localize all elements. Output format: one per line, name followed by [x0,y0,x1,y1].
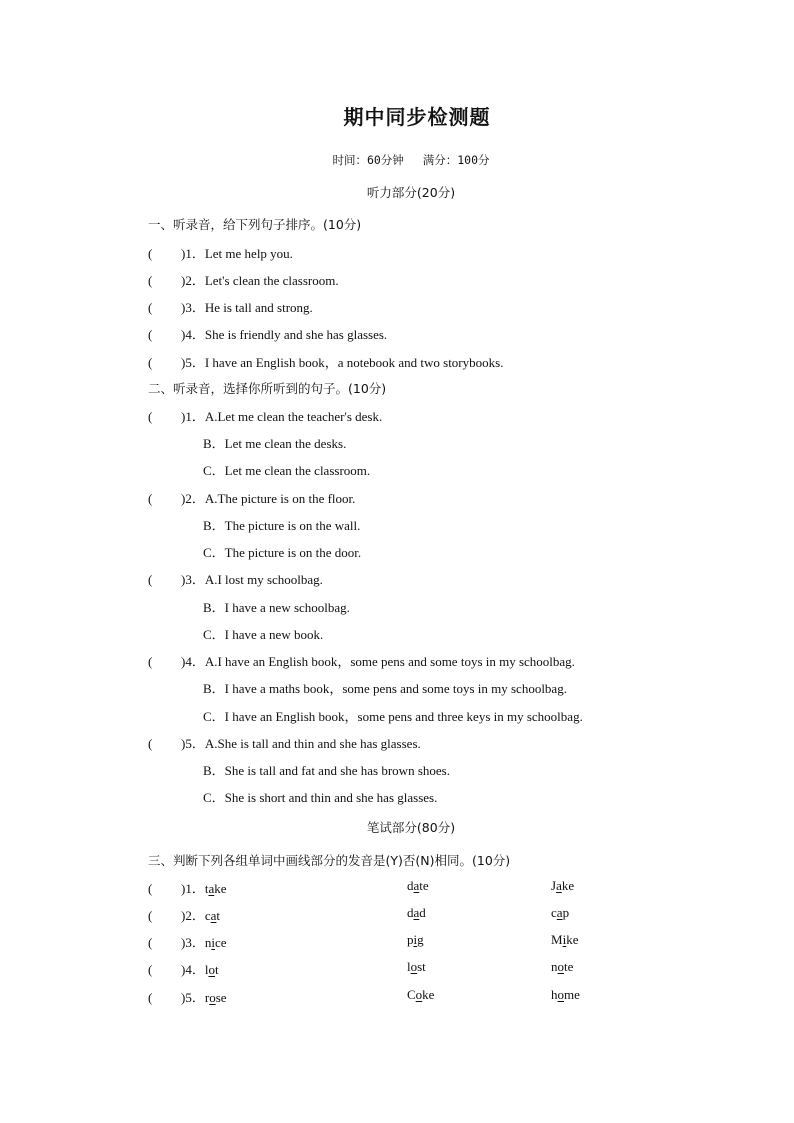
word-1: rose [204,990,227,1005]
full-score: 满分：100分 [422,153,490,167]
part1-item: ( )5．I have an English book，a notebook and two storybooks. [148,355,504,370]
answer-blank[interactable]: ( [148,491,153,506]
part1-heading: 一、听录音，给下列句子排序。(10分) [148,217,362,232]
word-3: home [551,987,580,1002]
part2-item: ( )1．A.Let me clean the teacher's desk. [148,409,383,424]
part3-item: ( )4．lot [148,962,219,977]
option-b: B．I have a new schoolbag. [203,600,350,615]
word-1: take [204,881,227,896]
part2-item: ( )4．A.I have an English book，some pens and some toys in my schoolbag. [148,654,575,669]
word-2: dad [407,905,426,920]
word-1: lot [204,962,219,977]
word-2: pig [407,932,424,947]
part3-item: ( )3．nice [148,935,227,950]
answer-blank[interactable]: ( [148,990,153,1005]
answer-blank[interactable]: ( [148,881,153,896]
answer-blank[interactable]: ( [148,246,153,261]
part2-item: ( )3．A.I lost my schoolbag. [148,572,323,587]
part3-item: ( )1．take [148,881,227,896]
word-3: cap [551,905,570,920]
word-2: date [407,878,429,893]
option-b: B．The picture is on the wall. [203,518,361,533]
word-3: note [551,959,574,974]
option-c: C．She is short and thin and she has glasses. [203,790,438,805]
page-title: 期中同步检测题 [343,105,491,129]
option-c: C．I have an English book，some pens and three keys in my schoolbag. [203,709,583,724]
answer-blank[interactable]: ( [148,935,153,950]
part2-item: ( )5．A.She is tall and thin and she has glasses. [148,736,421,751]
option-b: B．Let me clean the desks. [203,436,347,451]
part3-item: ( )2．cat [148,908,221,923]
answer-blank[interactable]: ( [148,908,153,923]
option-b: B．I have a maths book，some pens and some toys in my schoolbag. [203,681,567,696]
writing-section-header: 笔试部分(80分) [366,820,456,835]
word-2: Coke [407,987,435,1002]
answer-blank[interactable]: ( [148,736,153,751]
part2-item: ( )2．A.The picture is on the floor. [148,491,356,506]
part2-heading: 二、听录音，选择你所听到的句子。(10分) [148,381,387,396]
answer-blank[interactable]: ( [148,572,153,587]
answer-blank[interactable]: ( [148,962,153,977]
answer-blank[interactable]: ( [148,300,153,315]
exam-meta [0,152,794,168]
answer-blank[interactable]: ( [148,327,153,342]
option-c: C．Let me clean the classroom. [203,463,371,478]
option-b: B．She is tall and fat and she has brown shoes. [203,763,450,778]
answer-blank[interactable]: ( [148,273,153,288]
answer-blank[interactable]: ( [148,409,153,424]
part3-heading: 三、判断下列各组单词中画线部分的发音是(Y)否(N)相同。(10分) [148,853,511,868]
word-3: Mike [551,932,579,947]
part1-item: ( )4．She is friendly and she has glasses. [148,327,388,342]
word-2: lost [407,959,426,974]
listening-section-header: 听力部分(20分) [366,185,456,200]
option-c: C．I have a new book. [203,627,324,642]
part1-item: ( )2．Let's clean the classroom. [148,273,339,288]
answer-blank[interactable]: ( [148,355,153,370]
part1-item: ( )1．Let me help you. [148,246,293,261]
word-1: nice [204,935,227,950]
option-c: C．The picture is on the door. [203,545,362,560]
part3-item: ( )5．rose [148,990,227,1005]
time-limit: 时间：60分钟 [332,153,404,167]
word-3: Jake [551,878,575,893]
word-1: cat [204,908,221,923]
answer-blank[interactable]: ( [148,654,153,669]
part1-item: ( )3．He is tall and strong. [148,300,313,315]
